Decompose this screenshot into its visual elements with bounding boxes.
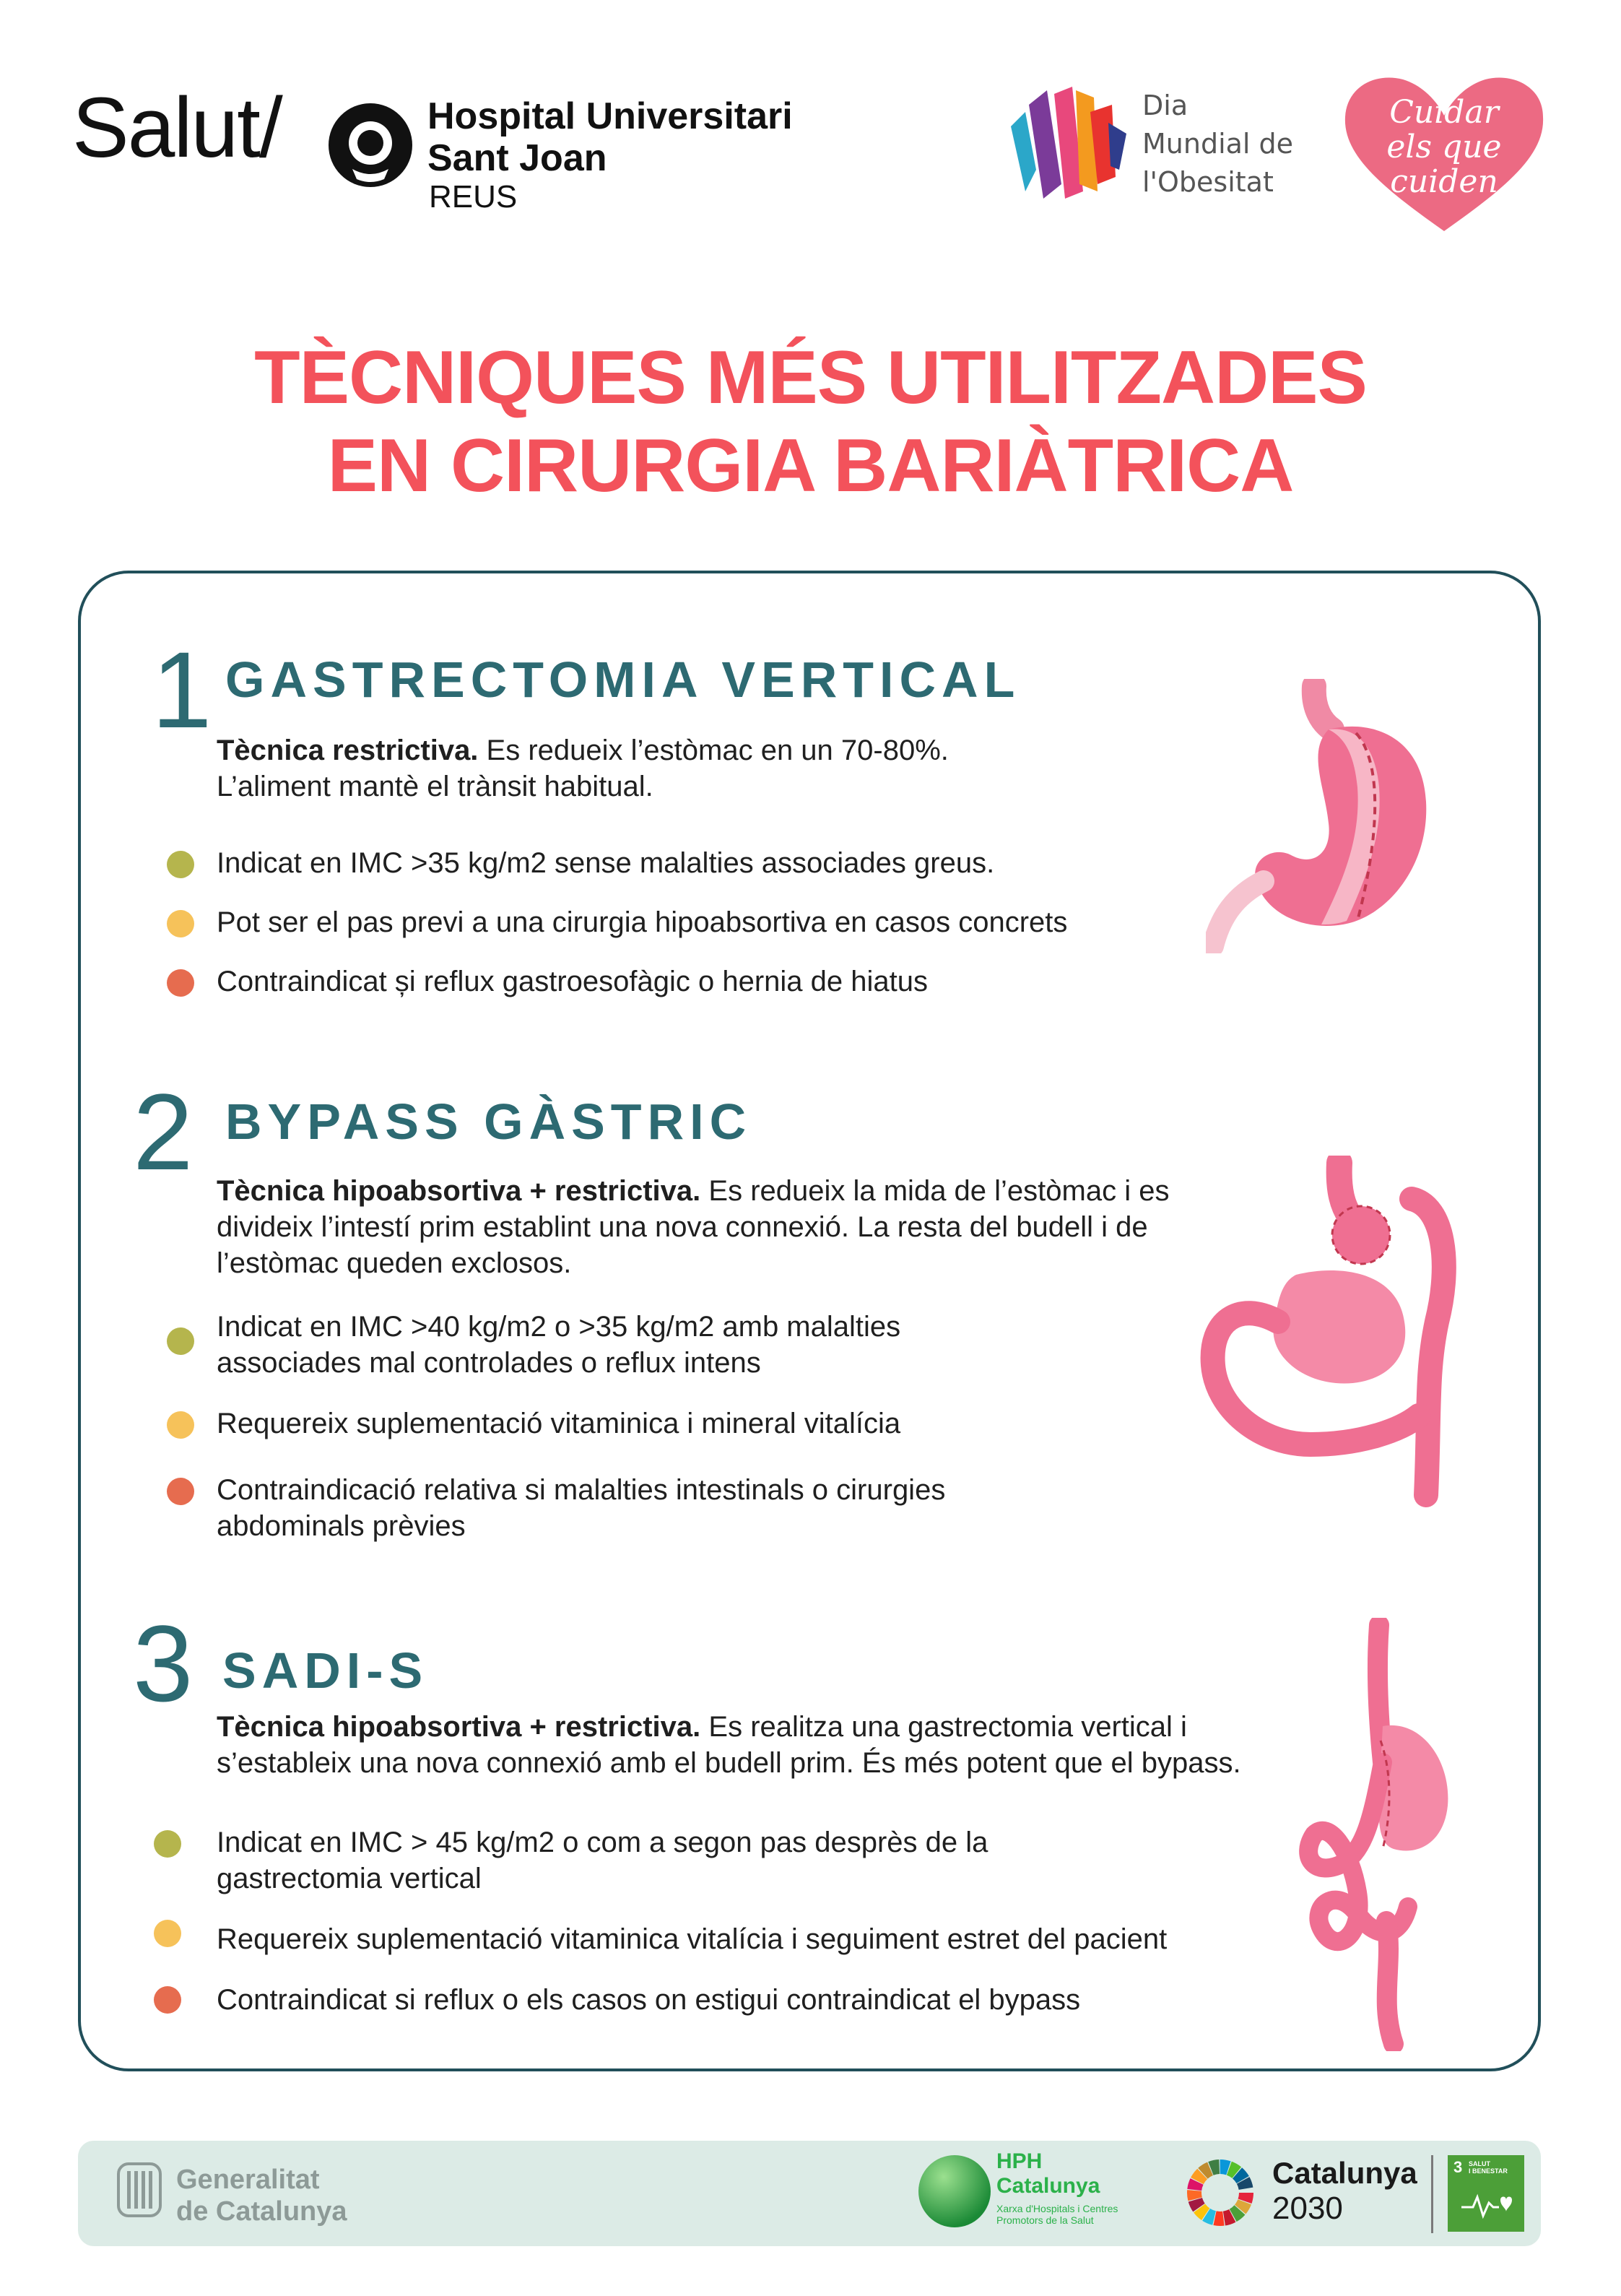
bullet-text: Contraindicat și reflux gastroesofàgic o hernia de hiatus xyxy=(217,966,928,997)
catalunya-2030-year: 2030 xyxy=(1272,2191,1343,2226)
section-title: BYPASS GÀSTRIC xyxy=(225,1093,752,1150)
sdg3-number: 3 xyxy=(1453,2158,1463,2176)
svg-text:Cuidar: Cuidar xyxy=(1389,94,1499,131)
bullet-contraindication xyxy=(154,1986,181,2014)
section-number: 2 xyxy=(133,1071,194,1192)
hph-subtitle: Xarxa d'Hospitals i Centres Promotors de la Salut xyxy=(996,2203,1118,2226)
salut-logo-text: Salut/ xyxy=(72,80,282,176)
bullet-text: Contraindicació relativa si malalties intestinals o cirurgies abdominals prèvies xyxy=(217,1474,946,1542)
catalunya-2030-title: Catalunya xyxy=(1272,2156,1417,2190)
bullet-text: Indicat en IMC > 45 kg/m2 o com a segon pas desprès de la gastrectomia vertical xyxy=(217,1827,988,1894)
bullet-note xyxy=(167,910,194,937)
bullet-text: Contraindicat si reflux o els casos on estigui contraindicat el bypass xyxy=(217,1984,1081,2016)
section-number: 1 xyxy=(152,629,212,750)
cuidar-heart-logo-icon xyxy=(1339,72,1549,235)
bullet-contraindication xyxy=(167,1478,194,1505)
hph-title: HPH Catalunya xyxy=(996,2149,1100,2198)
page-title: TÈCNIQUES MÉS UTILITZADES EN CIRURGIA BARIÀTRICA xyxy=(254,336,1367,508)
dia-mundial-text: Dia Mundial de l'Obesitat xyxy=(1142,90,1294,198)
bypass-stomach-illustration xyxy=(1195,1156,1469,1509)
bullet-text: Requereix suplementació vitaminica vitalícia i seguiment estret del pacient xyxy=(217,1923,1168,1955)
bullet-note xyxy=(167,1411,194,1439)
generalitat-logo-icon xyxy=(117,2162,162,2217)
hospital-name: Hospital Universitari Sant Joan xyxy=(427,95,793,179)
bullet-text: Indicat en IMC >40 kg/m2 o >35 kg/m2 amb malalties associades mal controlades o reflux intens xyxy=(217,1311,901,1379)
bullet-text: Requereix suplementació vitaminica i mineral vitalícia xyxy=(217,1408,901,1439)
section-number: 3 xyxy=(133,1603,194,1724)
bullet-indication xyxy=(154,1830,181,1858)
svg-text:els que: els que xyxy=(1386,129,1502,165)
hph-logo-icon xyxy=(917,2154,992,2229)
section-description: Tècnica hipoabsortiva + restrictiva. Es redueix la mida de l’estòmac i es divideix l’intestí prim establint una nova connexió. La resta del budell i de l’estòmac queden exclosos. xyxy=(217,1175,1170,1279)
footer-divider xyxy=(1431,2155,1433,2233)
bullet-text: Pot ser el pas previ a una cirurgia hipoabsortiva en casos concrets xyxy=(217,906,1068,938)
section-title: GASTRECTOMIA VERTICAL xyxy=(225,651,1021,708)
sdg-wheel-icon xyxy=(1184,2157,1256,2229)
sadi-s-stomach-illustration xyxy=(1292,1618,1459,2051)
section-description: Tècnica hipoabsortiva + restrictiva. Es realitza una gastrectomia vertical i s’estableix una nova connexió amb el budell prim. És més potent que el bypass. xyxy=(217,1711,1241,1779)
bullet-text: Indicat en IMC >35 kg/m2 sense malalties associades greus. xyxy=(217,847,995,879)
section-title: SADI-S xyxy=(222,1642,429,1699)
bullet-indication xyxy=(167,1327,194,1355)
generalitat-text: Generalitat de Catalunya xyxy=(176,2165,347,2227)
bullet-contraindication xyxy=(167,969,194,997)
sdg3-label: SALUT I BENESTAR xyxy=(1469,2160,1508,2175)
sleeve-stomach-illustration xyxy=(1206,679,1444,953)
dia-mundial-logo-icon xyxy=(1004,83,1130,202)
heartbeat-icon xyxy=(1460,2188,1512,2222)
hospital-city: REUS xyxy=(429,179,518,215)
bullet-indication xyxy=(167,851,194,878)
hospital-logo-icon xyxy=(325,100,416,191)
svg-text:cuiden: cuiden xyxy=(1390,163,1498,200)
bullet-note xyxy=(154,1920,181,1947)
section-description: Tècnica restrictiva. Es redueix l’estòmac en un 70-80%. L’aliment mantè el trànsit habitual. xyxy=(217,735,949,802)
